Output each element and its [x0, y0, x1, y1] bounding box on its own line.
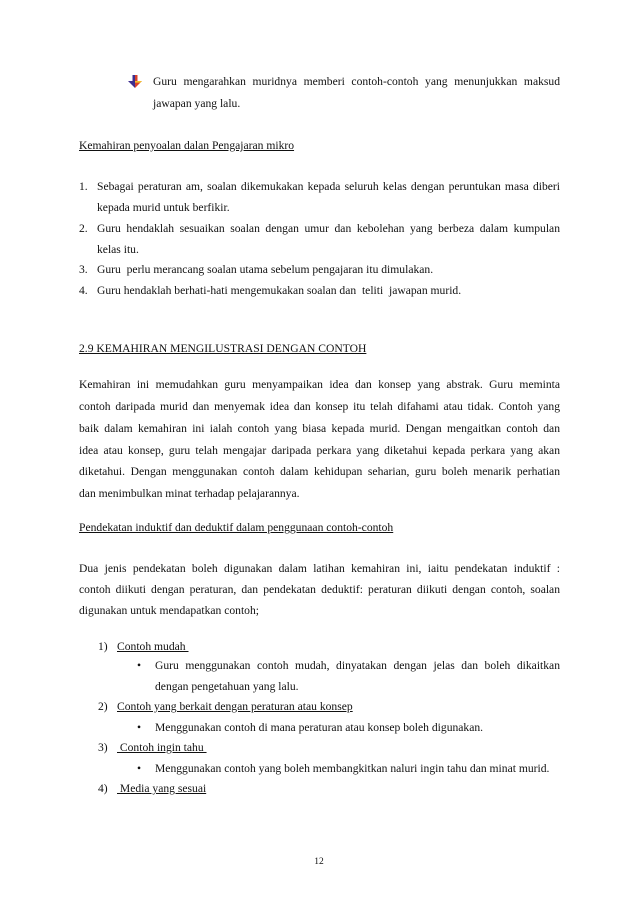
section-heading: Pendekatan induktif dan deduktif dalam penggunaan contoh-contoh [79, 521, 394, 534]
bullet-line: dengan pengetahuan yang lalu. [155, 680, 299, 693]
list-item-line: Sebagai peraturan am, soalan dikemukakan kepada seluruh kelas dengan peruntukan masa diberi [97, 180, 560, 193]
paragraph-line: contoh daripada murid dan menyemak idea dan konsep itu telah difahami atau tidak. Contoh yang [79, 400, 560, 413]
paragraph-line: diketahui. Dengan menggunakan contoh dalam kehidupan seharian, guru boleh menarik perhatian [79, 465, 560, 478]
list-item-number: 1. [79, 180, 88, 193]
section-heading: 2.9 KEMAHIRAN MENGILUSTRASI DENGAN CONTOH [79, 342, 367, 355]
paragraph-line: Kemahiran ini memudahkan guru menyampaikan idea dan konsep yang abstrak. Guru meminta [79, 378, 560, 391]
list-item-line: Guru hendaklah berhati-hati mengemukakan soalan dan teliti jawapan murid. [97, 284, 462, 297]
approach-item-number: 3) [98, 741, 108, 754]
approach-item-number: 4) [98, 782, 108, 795]
bullet-line: Menggunakan contoh di mana peraturan atau konsep boleh digunakan. [155, 721, 484, 734]
list-item-number: 3. [79, 263, 88, 276]
approach-item-title: Contoh yang berkait dengan peraturan atau konsep [117, 700, 353, 713]
list-item-number: 2. [79, 222, 88, 235]
page-number: 12 [314, 857, 324, 867]
intro-bullet-line: Guru mengarahkan muridnya memberi contoh-contoh yang menunjukkan maksud [153, 75, 560, 88]
approach-item-title: Contoh ingin tahu [117, 741, 207, 754]
bullet-glyph: • [137, 659, 142, 672]
section-heading: Kemahiran penyoalan dalan Pengajaran mikro [79, 139, 295, 152]
arrow-bullet-icon [128, 75, 142, 88]
bullet-line: Menggunakan contoh yang boleh membangkitkan naluri ingin tahu dan minat murid. [155, 762, 550, 775]
list-item-line: kelas itu. [97, 243, 139, 256]
list-item-line: kepada murid untuk berfikir. [97, 201, 230, 214]
approach-item-title: Contoh mudah [117, 640, 189, 653]
list-item-number: 4. [79, 284, 88, 297]
paragraph-line: Dua jenis pendekatan boleh digunakan dalam latihan kemahiran ini, iaitu pendekatan induktif : [79, 562, 560, 575]
paragraph-line: dan menimbulkan minat terhadap pelajarannya. [79, 487, 300, 500]
paragraph-line: digunakan untuk mendapatkan contoh; [79, 604, 259, 617]
list-item-line: Guru hendaklah sesuaikan soalan dengan umur dan kebolehan yang berbeza dalam kumpulan [97, 222, 560, 235]
bullet-glyph: • [137, 721, 142, 734]
paragraph-line: baik dalam kemahiran ini ialah contoh yang biasa kepada murid. Dengan mengaitkan contoh dan [79, 422, 560, 435]
intro-bullet-line: jawapan yang lalu. [153, 97, 241, 110]
approach-item-number: 2) [98, 700, 108, 713]
bullet-line: Guru menggunakan contoh mudah, dinyatakan dengan jelas dan boleh dikaitkan [155, 659, 560, 672]
approach-item-title: Media yang sesuai [117, 782, 207, 795]
bullet-glyph: • [137, 762, 142, 775]
paragraph-line: contoh diikuti dengan peraturan, dan pendekatan deduktif: peraturan diikuti dengan contoh, soalan [79, 583, 560, 596]
paragraph-line: idea atau konsep, guru telah mengajar daripada perkara yang diketahui kepada perkara yang akan [79, 444, 560, 457]
list-item-line: Guru perlu merancang soalan utama sebelum pengajaran itu dimulakan. [97, 263, 434, 276]
approach-item-number: 1) [98, 640, 108, 653]
